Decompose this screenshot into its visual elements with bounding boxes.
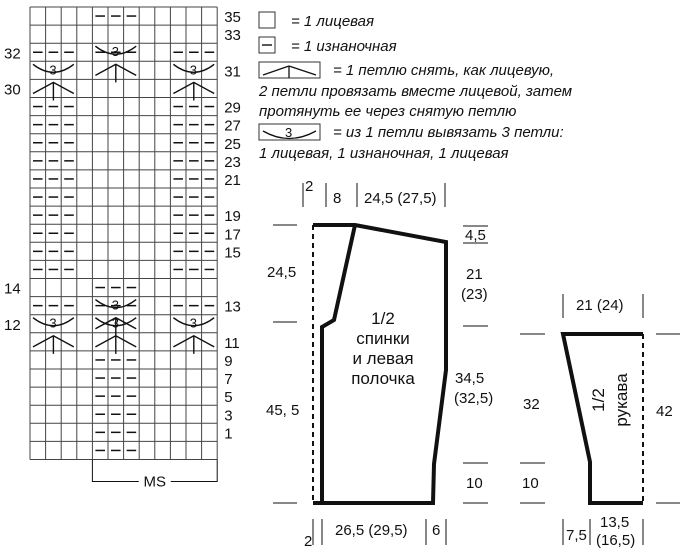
legend-dec-line1: = 1 петлю снять, как лицевую, (333, 62, 555, 79)
dim-side-right: 34,5 (455, 370, 485, 387)
dim-side-right-alt: (32,5) (454, 390, 494, 407)
decrease-symbol (259, 62, 320, 78)
row-number: 35 (224, 9, 241, 27)
row-number: 5 (224, 389, 233, 407)
row-number: 27 (224, 117, 241, 135)
dim-top-shoulder: 24,5 (27,5) (364, 190, 437, 207)
knit-symbol (259, 12, 275, 28)
increase-number: 3 (49, 62, 57, 78)
back-label-1: 1/2 (371, 309, 395, 328)
increase-number: 3 (49, 315, 57, 331)
row-number: 3 (224, 407, 233, 425)
legend-knit: = 1 лицевая (291, 13, 375, 30)
row-number-left: 12 (4, 316, 21, 334)
row-number: 23 (224, 153, 241, 171)
legend-dec-line2: 2 петли провязать вместе лицевой, затем (259, 83, 573, 100)
sleeve-left-len: 32 (523, 396, 540, 413)
back-label-4: полочка (351, 369, 415, 388)
row-number: 9 (224, 353, 233, 370)
back-label-2: спинки (356, 329, 410, 348)
dim-top-2: 2 (305, 178, 314, 195)
dim-armhole-right: 21 (466, 266, 483, 283)
dim-bottom-rib: 10 (466, 475, 483, 492)
row-number-left: 32 (4, 45, 21, 63)
dim-bottom-width: 26,5 (29,5) (335, 522, 408, 539)
row-number: 7 (224, 371, 233, 389)
row-number-left: 30 (4, 81, 21, 99)
sleeve-schematic (520, 294, 680, 549)
sleeve-label-1: 1/2 (589, 388, 608, 412)
row-number: 13 (224, 298, 241, 316)
increase-number: 3 (111, 315, 120, 331)
row-number: 1 (224, 425, 233, 443)
dim-bottom-6: 6 (432, 522, 441, 539)
sleeve-bottom-75: 7,5 (566, 527, 587, 544)
dim-armhole-right-alt: (23) (461, 286, 488, 303)
dim-bottom-2: 2 (304, 533, 313, 550)
increase-number: 3 (189, 62, 198, 78)
increase-number: 3 (111, 297, 120, 313)
increase-number: 3 (189, 315, 198, 331)
repeat-label: MS (143, 473, 167, 491)
legend (258, 12, 572, 162)
dim-shoulder-drop: 4,5 (465, 227, 486, 244)
stitch-chart (4, 7, 241, 491)
sleeve-top-width: 21 (24) (576, 297, 624, 314)
legend-purl: = 1 изнаночная (291, 38, 397, 55)
dim-side-left: 45, 5 (266, 402, 300, 419)
legend-inc-line2: 1 лицевая, 1 изнаночная, 1 лицевая (259, 145, 509, 162)
svg-text:3: 3 (285, 125, 293, 140)
sleeve-bottom-width: 13,5 (600, 514, 630, 531)
legend-dec-line3: протянуть ее через снятую петлю (259, 103, 517, 120)
row-number: 17 (224, 226, 241, 244)
dim-top-8: 8 (333, 190, 342, 207)
row-number: 31 (224, 63, 241, 81)
sleeve-label-2: рукава (612, 373, 631, 427)
row-number: 21 (224, 172, 241, 189)
row-number: 29 (224, 99, 241, 117)
increase-symbol (259, 124, 320, 140)
sleeve-bottom-width-alt: (16,5) (596, 532, 636, 549)
increase-number: 3 (111, 44, 120, 60)
row-number: 11 (224, 334, 240, 352)
row-number-left: 14 (4, 280, 21, 298)
row-number: 25 (224, 135, 241, 153)
sleeve-bottom-rib: 10 (522, 475, 539, 492)
back-schematic (266, 178, 493, 550)
dim-armhole-left: 24,5 (267, 264, 297, 281)
row-number: 19 (224, 208, 241, 226)
back-label-3: и левая (352, 349, 414, 368)
row-number: 15 (224, 244, 241, 262)
row-number: 33 (224, 27, 241, 45)
sleeve-right-len: 42 (656, 403, 673, 420)
legend-inc-line1: = из 1 петли вывязать 3 петли: (333, 124, 564, 141)
